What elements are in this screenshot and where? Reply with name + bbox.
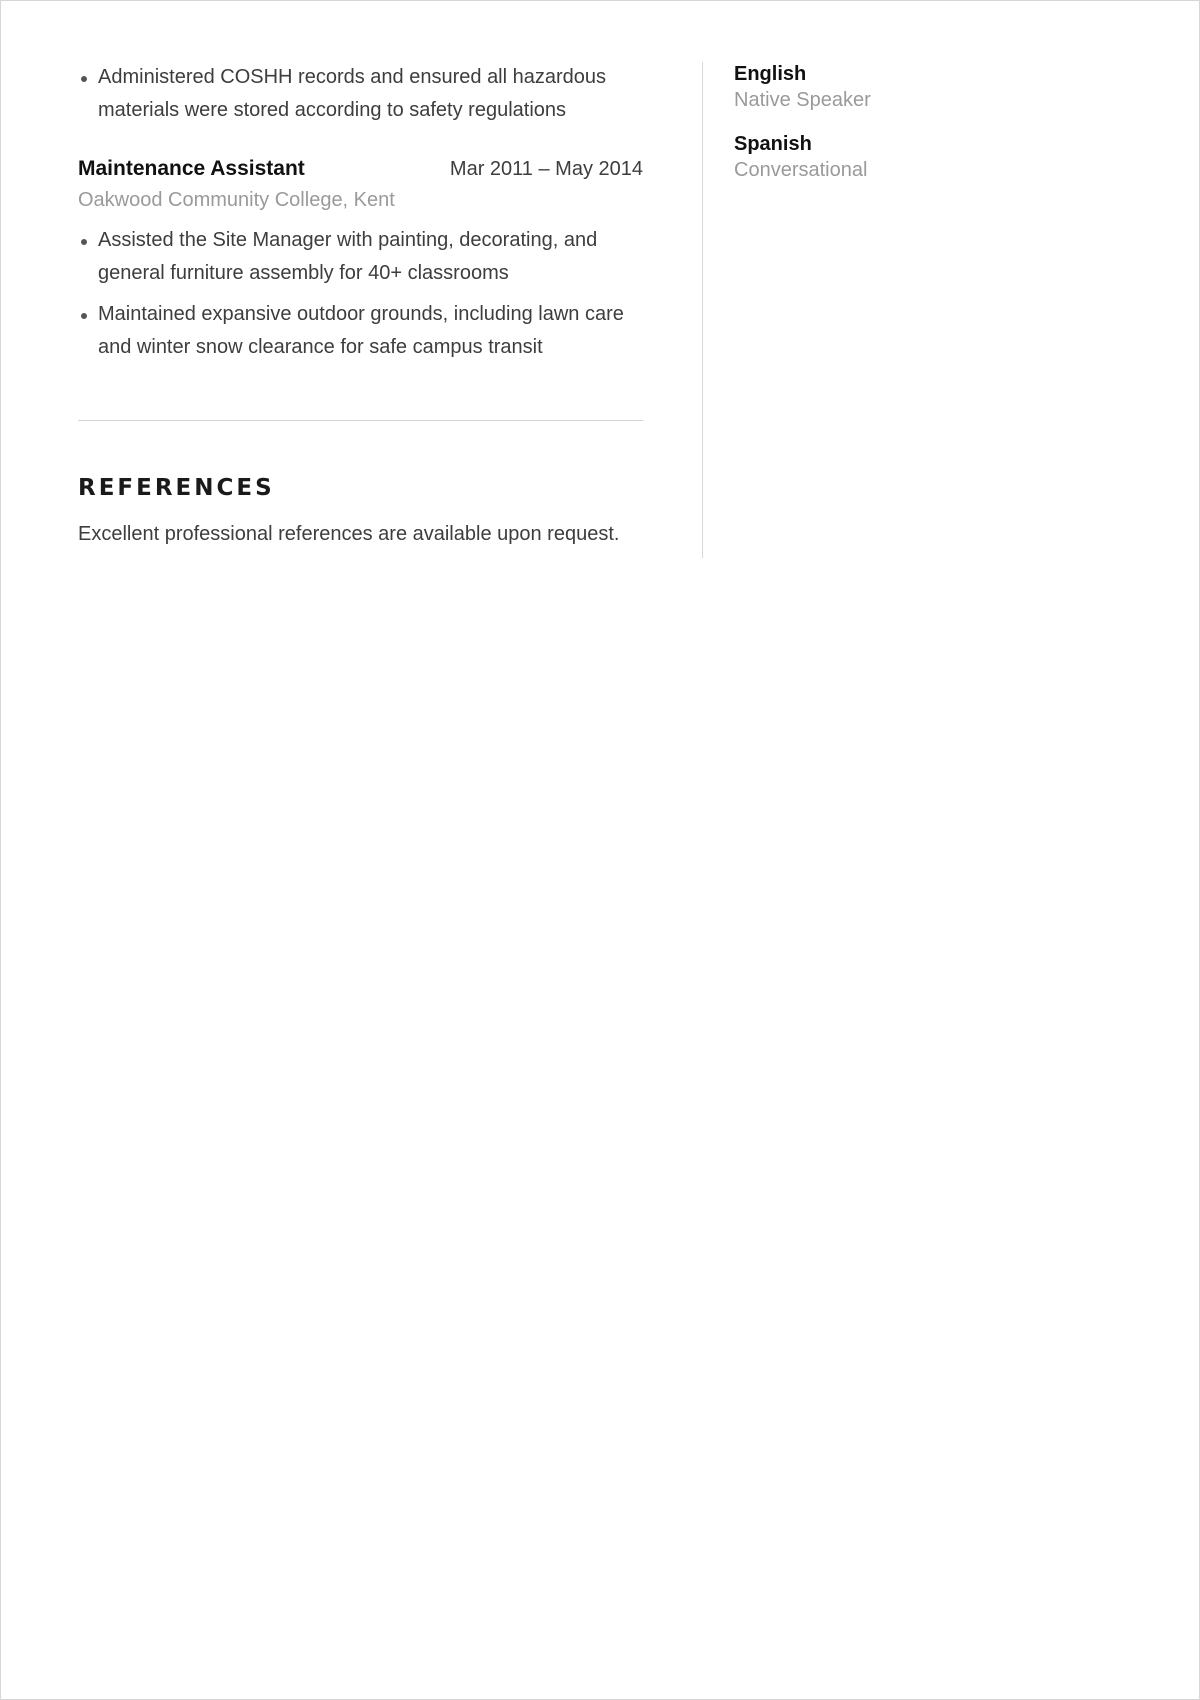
previous-job-bullets — [78, 61, 643, 127]
job-bullets — [78, 224, 643, 364]
language-level: Native Speaker — [734, 89, 871, 111]
job-title: Maintenance Assistant — [78, 157, 305, 180]
language-item-spanish — [734, 131, 1114, 183]
language-item-english — [734, 61, 1114, 113]
job-organization: Oakwood Community College, Kent — [78, 189, 395, 211]
bullet-item: Administered COSHH records and ensured all hazardous materials were stored according to safety regulations — [98, 61, 643, 127]
side-column — [734, 61, 1114, 201]
language-name: English — [734, 63, 807, 85]
section-divider — [78, 420, 643, 421]
bullet-item: Maintained expansive outdoor grounds, including lawn care and winter snow clearance for safe campus transit — [98, 298, 643, 364]
job-entry — [78, 157, 643, 364]
job-dates: Mar 2011 – May 2014 — [449, 158, 643, 180]
language-name: Spanish — [734, 133, 812, 155]
references-text: Excellent professional references are available upon request. — [78, 523, 620, 545]
main-column — [78, 61, 643, 546]
job-header — [78, 157, 643, 187]
language-level: Conversational — [734, 159, 868, 181]
references-heading: REFERENCES — [78, 475, 275, 501]
column-divider — [702, 62, 703, 558]
bullet-item: Assisted the Site Manager with painting, decorating, and general furniture assembly for 40+ classrooms — [98, 224, 643, 290]
